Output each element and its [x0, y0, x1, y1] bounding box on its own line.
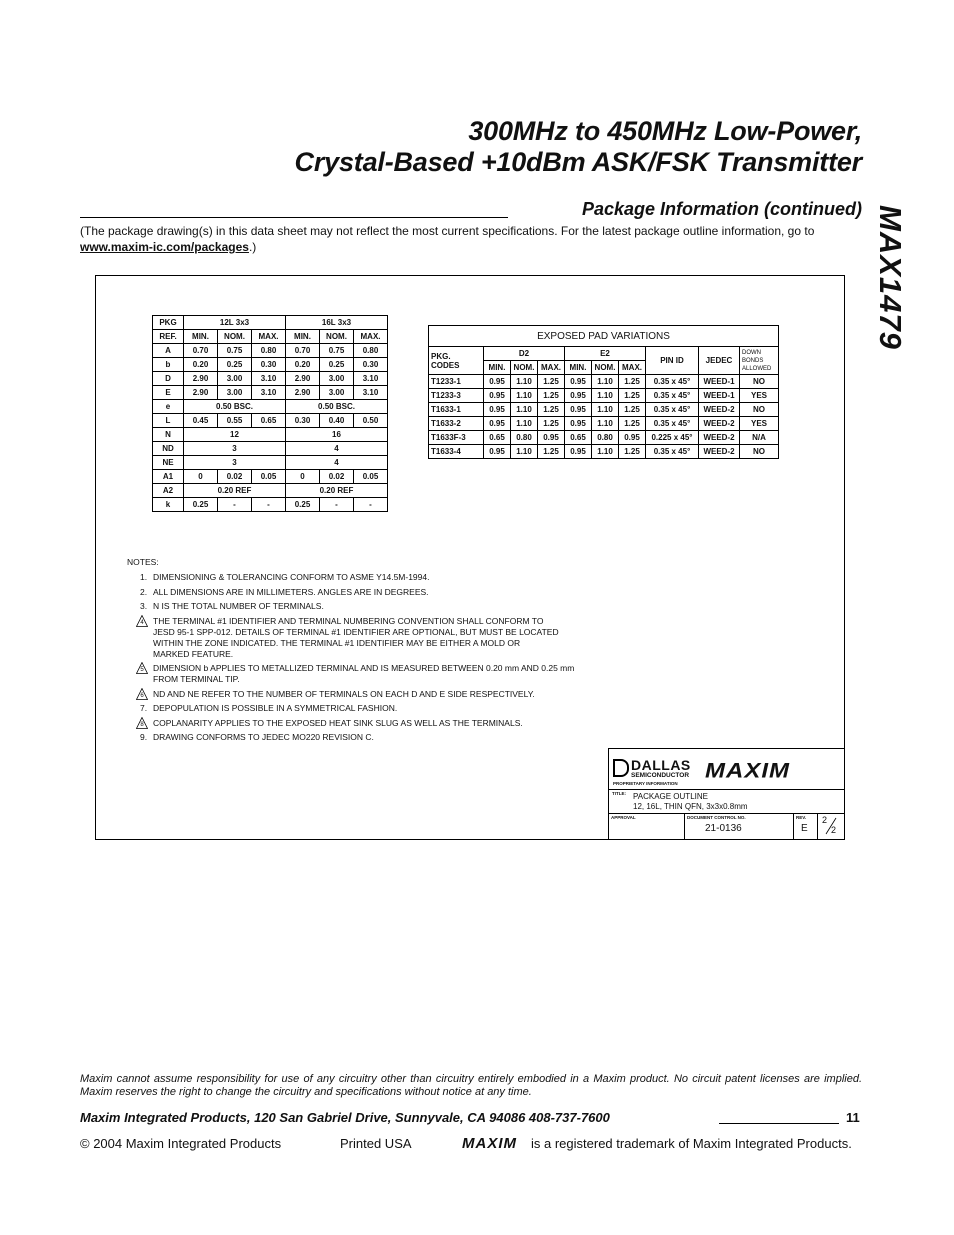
- jedec-header: JEDEC: [699, 347, 740, 375]
- table-cell: 0.95: [565, 389, 592, 403]
- table-cell: WEED-2: [699, 445, 740, 459]
- copyright: © 2004 Maxim Integrated Products: [80, 1136, 282, 1151]
- table-cell: 0.70: [184, 344, 218, 358]
- table-cell: 0.50 BSC.: [286, 400, 388, 414]
- table-cell: 0.95: [565, 417, 592, 431]
- table-cell: T1633-1: [429, 403, 484, 417]
- maxim-logo: MAXIM: [705, 758, 790, 783]
- table-cell: 1.10: [511, 417, 538, 431]
- intro-text: (The package drawing(s) in this data sheet may not reflect the most current specifications. For the latest package outline information, go to: [80, 224, 815, 238]
- table-row: [153, 456, 388, 470]
- col-max: MAX.: [619, 361, 646, 375]
- table-cell: 0.95: [619, 431, 646, 445]
- table-cell: 0: [286, 470, 320, 484]
- trademark-text: is a registered trademark of Maxim Integrated Products.: [531, 1136, 852, 1151]
- table-cell: 0.35 x 45°: [646, 417, 699, 431]
- table-cell: 1.10: [592, 417, 619, 431]
- table-cell: k: [153, 498, 184, 512]
- table-cell: 0.40: [320, 414, 354, 428]
- table-cell: 0.35 x 45°: [646, 389, 699, 403]
- table-row: [153, 386, 388, 400]
- table-cell: T1233-3: [429, 389, 484, 403]
- printed-usa: Printed USA: [340, 1136, 412, 1151]
- note-2: 2. ALL DIMENSIONS ARE IN MILLIMETERS. ANGLES ARE IN DEGREES.: [140, 586, 429, 597]
- table-cell: 0.70: [286, 344, 320, 358]
- table-row: [153, 428, 388, 442]
- table-cell: 1.25: [538, 445, 565, 459]
- table-cell: 0.20: [184, 358, 218, 372]
- note-triangle-icon: 6: [136, 688, 148, 700]
- table-row: [429, 445, 779, 459]
- table-row: [153, 442, 388, 456]
- epad-caption: EXPOSED PAD VARIATIONS: [429, 326, 779, 347]
- table-cell: 3.00: [320, 372, 354, 386]
- table-cell: -: [320, 498, 354, 512]
- proprietary-label: PROPRIETARY INFORMATION: [613, 781, 678, 786]
- col-max: MAX.: [354, 330, 388, 344]
- table-cell: A1: [153, 470, 184, 484]
- table-cell: 0.80: [511, 431, 538, 445]
- down-bonds-header: DOWN BONDS ALLOWED: [740, 347, 779, 375]
- package-outline-desc: 12, 16L, THIN QFN, 3x3x0.8mm: [633, 802, 748, 811]
- table-row: [153, 400, 388, 414]
- table-cell: 2.90: [184, 372, 218, 386]
- col-min: MIN.: [565, 361, 592, 375]
- col-nom: NOM.: [592, 361, 619, 375]
- ref-header: REF.: [153, 330, 184, 344]
- table-cell: 1.10: [592, 445, 619, 459]
- table-cell: 0.225 x 45°: [646, 431, 699, 445]
- table-row: [153, 470, 388, 484]
- d2-header: D2: [484, 347, 565, 361]
- rev-cell: REV. E: [794, 813, 818, 839]
- pkg-header: PKG: [153, 316, 184, 330]
- table-cell: 0.95: [565, 445, 592, 459]
- table-cell: 1.25: [538, 403, 565, 417]
- table-cell: e: [153, 400, 184, 414]
- address-rule: [719, 1123, 839, 1124]
- table-cell: 0.50 BSC.: [184, 400, 286, 414]
- table-cell: 1.25: [538, 389, 565, 403]
- table-cell: -: [354, 498, 388, 512]
- table-row: [153, 372, 388, 386]
- table-cell: 0.75: [218, 344, 252, 358]
- pkg-16l-header: 16L 3x3: [286, 316, 388, 330]
- table-cell: 0.75: [320, 344, 354, 358]
- intro-paragraph: [80, 223, 862, 255]
- note-triangle-icon: 8: [136, 717, 148, 729]
- table-cell: 3.00: [320, 386, 354, 400]
- semiconductor-text: SEMICONDUCTOR: [631, 772, 690, 779]
- table-cell: 0.35 x 45°: [646, 375, 699, 389]
- table-cell: 0.65: [484, 431, 511, 445]
- table-cell: 0.02: [320, 470, 354, 484]
- sheet-total: 2: [831, 825, 837, 835]
- disclaimer: Maxim cannot assume responsibility for use of any circuitry other than circuitry entirely embodied in a Maxim product. No circuit patent licenses are implied. Maxim reserves the right to change the circuitry and specifications without notice at any time.: [80, 1073, 862, 1098]
- table-cell: 0.95: [565, 375, 592, 389]
- note-1: 1. DIMENSIONING & TOLERANCING CONFORM TO ASME Y14.5M-1994.: [140, 572, 430, 582]
- title-label: TITLE:: [612, 791, 626, 796]
- table-cell: 1.25: [619, 445, 646, 459]
- note-5: 5 DIMENSION b APPLIES TO METALLIZED TERMINAL AND IS MEASURED BETWEEN 0.20 mm AND 0.25 mm FROM TERMINAL TIP.: [127, 663, 627, 685]
- table-row: [153, 358, 388, 372]
- intro-text-end: .): [248, 240, 257, 254]
- col-nom: NOM.: [218, 330, 252, 344]
- table-cell: 0.35 x 45°: [646, 445, 699, 459]
- table-cell: 0.95: [484, 403, 511, 417]
- table-cell: 1.10: [511, 389, 538, 403]
- col-max: MAX.: [252, 330, 286, 344]
- table-cell: N: [153, 428, 184, 442]
- table-cell: -: [252, 498, 286, 512]
- table-cell: 0.80: [592, 431, 619, 445]
- table-cell: 0.95: [484, 389, 511, 403]
- title-block-title: [609, 789, 844, 814]
- side-part-number: MAX1479: [873, 205, 908, 350]
- table-cell: NO: [740, 375, 779, 389]
- table-cell: T1633-4: [429, 445, 484, 459]
- table-cell: T1633-2: [429, 417, 484, 431]
- table-row: [153, 484, 388, 498]
- table-cell: 0.20: [286, 358, 320, 372]
- note-triangle-icon: 5: [136, 662, 148, 674]
- table-cell: N/A: [740, 431, 779, 445]
- table-cell: A2: [153, 484, 184, 498]
- table-cell: 4: [286, 456, 388, 470]
- notes-block: [127, 557, 627, 747]
- table-cell: WEED-1: [699, 389, 740, 403]
- package-outline-title: PACKAGE OUTLINE: [633, 792, 708, 801]
- notes-heading: NOTES:: [127, 557, 159, 567]
- table-cell: 0.95: [484, 417, 511, 431]
- title-line-2: Crystal-Based +10dBm ASK/FSK Transmitter: [294, 147, 862, 177]
- section-rule: [80, 217, 508, 218]
- e2-header: E2: [565, 347, 646, 361]
- approval-cell: APPROVAL: [609, 813, 685, 839]
- table-cell: A: [153, 344, 184, 358]
- table-row: [429, 403, 779, 417]
- table-cell: WEED-2: [699, 417, 740, 431]
- pkg-codes-header: PKG. CODES: [429, 347, 484, 375]
- table-cell: 3.10: [354, 386, 388, 400]
- sheet-cell: [818, 813, 844, 839]
- table-cell: WEED-1: [699, 375, 740, 389]
- table-cell: WEED-2: [699, 431, 740, 445]
- table-cell: 3.10: [354, 372, 388, 386]
- note-triangle-icon: 4: [136, 615, 148, 627]
- table-cell: 1.10: [592, 389, 619, 403]
- dimension-table: [152, 315, 388, 512]
- table-cell: 1.10: [511, 403, 538, 417]
- table-cell: 0.02: [218, 470, 252, 484]
- table-cell: 0.50: [354, 414, 388, 428]
- table-cell: ND: [153, 442, 184, 456]
- pkg-12l-header: 12L 3x3: [184, 316, 286, 330]
- table-cell: D: [153, 372, 184, 386]
- table-cell: 1.10: [511, 445, 538, 459]
- table-cell: 0.30: [252, 358, 286, 372]
- doc-control-number: 21-0136: [705, 823, 742, 834]
- table-cell: 1.25: [619, 375, 646, 389]
- table-cell: 0.25: [286, 498, 320, 512]
- note-9: 9. DRAWING CONFORMS TO JEDEC MO220 REVISION C.: [140, 732, 374, 742]
- table-cell: 3.10: [252, 386, 286, 400]
- table-cell: 0.95: [484, 375, 511, 389]
- table-cell: NO: [740, 403, 779, 417]
- dallas-logo-icon: [613, 759, 629, 777]
- table-cell: T1233-1: [429, 375, 484, 389]
- table-row: [429, 431, 779, 445]
- table-cell: 0.65: [565, 431, 592, 445]
- table-cell: 0.80: [354, 344, 388, 358]
- table-cell: NE: [153, 456, 184, 470]
- pin-id-header: PIN ID: [646, 347, 699, 375]
- table-cell: 1.10: [511, 375, 538, 389]
- table-cell: 0.65: [252, 414, 286, 428]
- company-address: Maxim Integrated Products, 120 San Gabriel Drive, Sunnyvale, CA 94086 408-737-7600: [80, 1110, 610, 1125]
- note-6: 6 ND AND NE REFER TO THE NUMBER OF TERMINALS ON EACH D AND E SIDE RESPECTIVELY.: [127, 689, 627, 700]
- table-cell: 0.25: [184, 498, 218, 512]
- col-max: MAX.: [538, 361, 565, 375]
- table-cell: 4: [286, 442, 388, 456]
- table-cell: 0.05: [354, 470, 388, 484]
- table-cell: 3.10: [252, 372, 286, 386]
- table-cell: 0: [184, 470, 218, 484]
- note-3: 3. N IS THE TOTAL NUMBER OF TERMINALS.: [140, 601, 324, 611]
- table-cell: WEED-2: [699, 403, 740, 417]
- table-cell: 1.25: [538, 375, 565, 389]
- table-cell: 0.30: [354, 358, 388, 372]
- title-line-1: 300MHz to 450MHz Low-Power,: [468, 116, 862, 146]
- col-min: MIN.: [184, 330, 218, 344]
- table-cell: 0.55: [218, 414, 252, 428]
- table-cell: 3.00: [218, 372, 252, 386]
- table-row: [153, 498, 388, 512]
- exposed-pad-table: [428, 325, 779, 459]
- revision: E: [801, 823, 808, 834]
- table-cell: 16: [286, 428, 388, 442]
- col-min: MIN.: [286, 330, 320, 344]
- table-cell: YES: [740, 417, 779, 431]
- table-cell: NO: [740, 445, 779, 459]
- table-cell: 0.30: [286, 414, 320, 428]
- table-cell: 0.05: [252, 470, 286, 484]
- table-cell: 12: [184, 428, 286, 442]
- table-cell: 2.90: [286, 386, 320, 400]
- table-cell: 3.00: [218, 386, 252, 400]
- doc-control-cell: DOCUMENT CONTROL NO. 21-0136: [685, 813, 794, 839]
- note-7: 7. DEPOPULATION IS POSSIBLE IN A SYMMETRICAL FASHION.: [140, 703, 398, 713]
- table-cell: 1.25: [619, 389, 646, 403]
- table-row: [429, 389, 779, 403]
- col-min: MIN.: [484, 361, 511, 375]
- table-row: [153, 344, 388, 358]
- table-cell: 0.95: [538, 431, 565, 445]
- table-cell: E: [153, 386, 184, 400]
- page-number: 11: [846, 1110, 860, 1125]
- table-row: [429, 417, 779, 431]
- note-8: 8 COPLANARITY APPLIES TO THE EXPOSED HEAT SINK SLUG AS WELL AS THE TERMINALS.: [127, 718, 627, 729]
- title-block-logos: [609, 749, 844, 790]
- table-cell: YES: [740, 389, 779, 403]
- table-cell: 1.25: [619, 417, 646, 431]
- table-cell: 1.25: [538, 417, 565, 431]
- dallas-logo-text: DALLAS: [631, 757, 691, 773]
- table-cell: 2.90: [184, 386, 218, 400]
- table-cell: 0.25: [320, 358, 354, 372]
- table-cell: 0.35 x 45°: [646, 403, 699, 417]
- sheet-number: 2: [822, 815, 828, 825]
- table-row: [153, 414, 388, 428]
- table-cell: 0.95: [484, 445, 511, 459]
- table-cell: 1.10: [592, 403, 619, 417]
- title-block-control-row: [609, 813, 844, 839]
- table-cell: b: [153, 358, 184, 372]
- table-cell: T1633F-3: [429, 431, 484, 445]
- title-block: [608, 748, 845, 840]
- table-cell: 1.10: [592, 375, 619, 389]
- table-cell: 3: [184, 442, 286, 456]
- table-cell: 1.25: [619, 403, 646, 417]
- table-cell: 2.90: [286, 372, 320, 386]
- table-cell: 3: [184, 456, 286, 470]
- note-4: 4 THE TERMINAL #1 IDENTIFIER AND TERMINAL NUMBERING CONVENTION SHALL CONFORM TO JESD 95-1 SPP-012. DETAILS OF TERMINAL #1 IDENTIFIER ARE OPTIONAL, BUT MUST BE LOCATED WITHIN THE ZONE INDICATED. THE TERMINAL #1 IDENTIFIER MAY BE EITHER A MOLD OR MARKED FEATURE.: [127, 616, 627, 660]
- packages-link[interactable]: www.maxim-ic.com/packages: [80, 240, 249, 254]
- table-cell: 0.20 REF: [286, 484, 388, 498]
- table-cell: 0.45: [184, 414, 218, 428]
- maxim-footer-logo: MAXIM: [462, 1135, 517, 1152]
- table-cell: 0.95: [565, 403, 592, 417]
- section-title: Package Information (continued): [581, 199, 862, 219]
- col-nom: NOM.: [511, 361, 538, 375]
- table-cell: 0.20 REF: [184, 484, 286, 498]
- table-cell: 0.80: [252, 344, 286, 358]
- col-nom: NOM.: [320, 330, 354, 344]
- table-cell: -: [218, 498, 252, 512]
- table-cell: L: [153, 414, 184, 428]
- table-row: [429, 375, 779, 389]
- table-cell: 0.25: [218, 358, 252, 372]
